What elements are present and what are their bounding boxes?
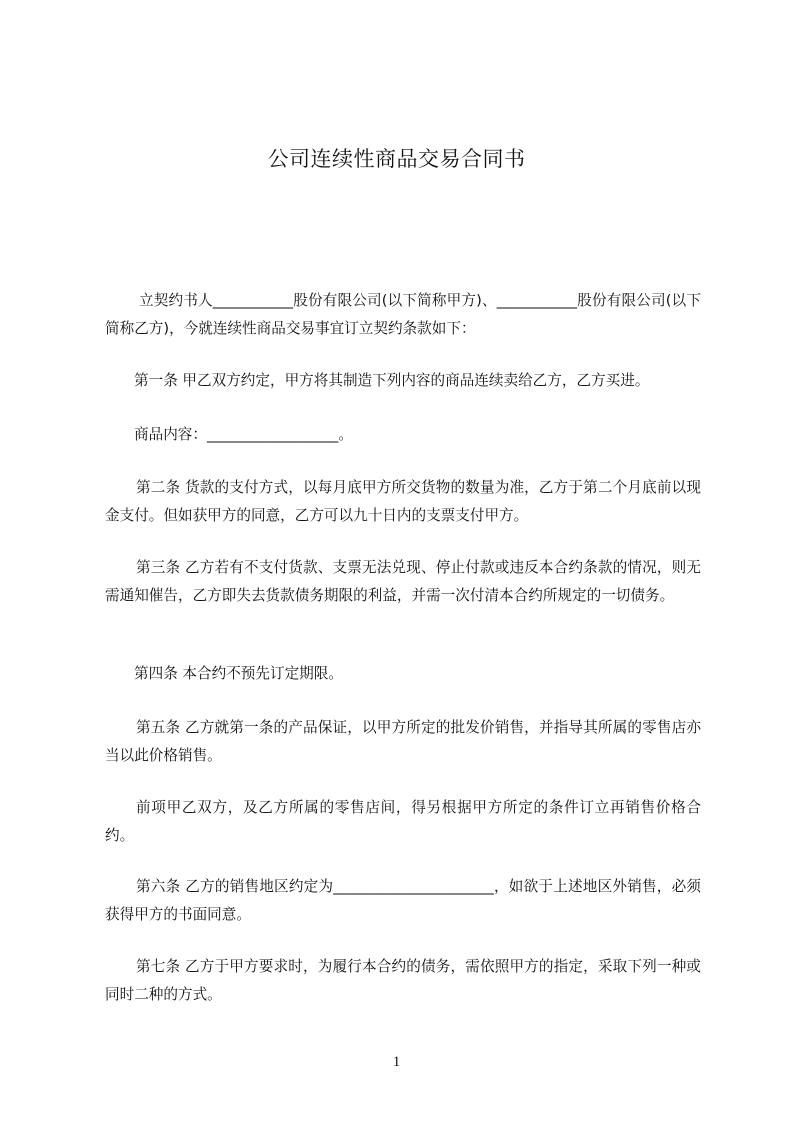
paragraph-article-7: 第七条 乙方于甲方要求时，为履行本合约的债务，需依照甲方的指定，采取下列一种或同时二种的方式。 bbox=[105, 958, 701, 1003]
paragraph-goods-content: 商品内容：__________________。 bbox=[134, 426, 353, 443]
paragraph-article-3: 第三条 乙方若有不支付货款、支票无法兑现、停止付款或违反本合约条款的情况，则无需通知催告，乙方即失去货款债务期限的利益，并需一次付清本合约所规定的一切债务。 bbox=[105, 559, 701, 604]
paragraph-article-4: 第四条 本合约不预先订定期限。 bbox=[134, 665, 343, 682]
paragraph-article-2: 第二条 货款的支付方式，以每月底甲方所交货物的数量为准，乙方于第二个月底前以现金支付。但如获甲方的同意，乙方可以九十日内的支票支付甲方。 bbox=[105, 479, 701, 524]
page-number: 1 bbox=[392, 1054, 401, 1070]
paragraph-article-5: 第五条 乙方就第一条的产品保证，以甲方所定的批发价销售，并指导其所属的零售店亦当以此价格销售。 bbox=[105, 719, 701, 764]
document-title: 公司连续性商品交易合同书 bbox=[267, 147, 526, 171]
paragraph-article-5-clause-2: 前项甲乙双方，及乙方所属的零售店间，得另根据甲方所定的条件订立再销售价格合约。 bbox=[105, 799, 701, 844]
paragraph-preamble: 立契约书人___________股份有限公司(以下简称甲方)、___________股份有限公司(以下简称乙方)，今就连续性商品交易事宜订立契约条款如下： bbox=[105, 292, 701, 337]
paragraph-article-1: 第一条 甲乙双方约定，甲方将其制造下列内容的商品连续卖给乙方，乙方买进。 bbox=[134, 372, 650, 389]
paragraph-article-6: 第六条 乙方的销售地区约定为______________________，如欲于上述地区外销售，必须获得甲方的书面同意。 bbox=[105, 878, 701, 923]
